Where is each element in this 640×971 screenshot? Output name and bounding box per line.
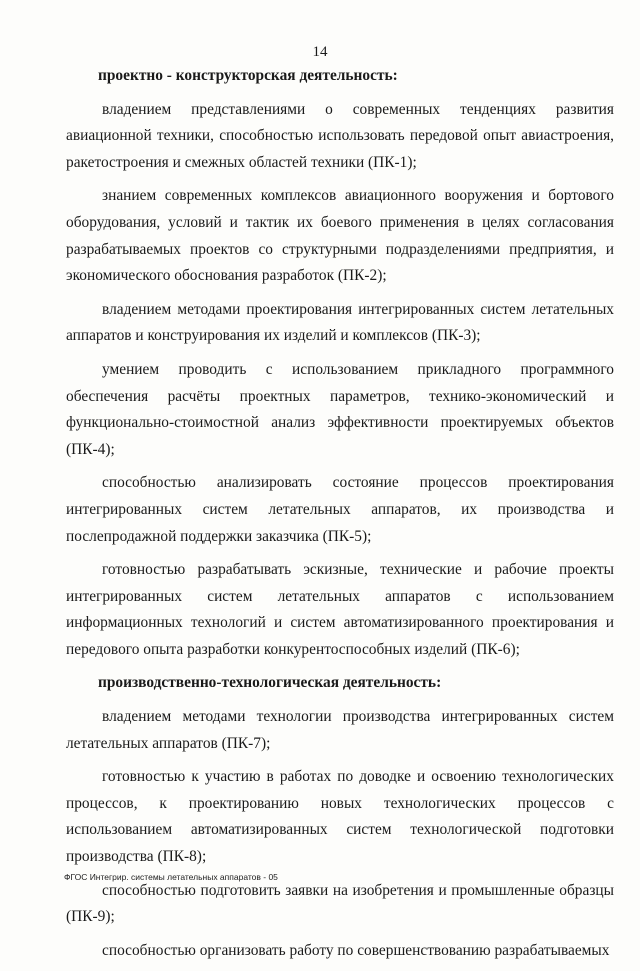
paragraph-pk5: способностью анализировать состояние процессов проектирования интегрированных систем летательных аппаратов, их производства и послепродажной поддержки заказчика (ПК-5); (66, 474, 614, 545)
document-body (66, 63, 614, 971)
section-heading-design: проектно - конструкторская деятельность: (98, 67, 398, 84)
paragraph-pk7: владением методами технологии производства интегрированных систем летательных аппаратов (ПК-7); (66, 708, 614, 752)
paragraph-pk1: владением представлениями о современных тенденциях развития авиационной техники, способностью использовать передовой опыт авиастроения, ракетостроения и смежных областей техники (ПК-1); (66, 100, 614, 171)
section-heading-production: производственно-технологическая деятельность: (98, 674, 442, 692)
page-number: 14 (312, 44, 328, 60)
paragraph-pk4: умением проводить с использованием прикладного программного обеспечения расчёты проектных параметров, технико-экономический и функционально-стоимостной анализ эффективности проектируемых объектов (ПК-4); (66, 360, 614, 458)
paragraph-pk6: готовностью разрабатывать эскизные, технические и рабочие проекты интегрированных систем летательных аппаратов с использованием информационных технологий и систем автоматизированного проектирования и передового опыта разработки конкурентоспособных изделий (ПК-6); (66, 561, 614, 658)
paragraph-pk9: способностью подготовить заявки на изобретения и промышленные образцы (ПК-9); (66, 881, 614, 926)
paragraph-pk8: готовностью к участию в работах по доводке и освоению технологических процессов, к проектированию новых технологических процессов с использованием автоматизированных систем технологической подготовки производства (ПК-8); (66, 768, 614, 866)
paragraph-pk10-start: способностью организовать работу по совершенствованию разрабатываемых (102, 941, 610, 959)
paragraph-pk3: владением методами проектирования интегрированных систем летательных аппаратов и конструирования их изделий и комплексов (ПК-3); (66, 300, 614, 345)
page-footer: ФГОС Интегрир. системы летательных аппаратов - 05 (64, 872, 278, 882)
paragraph-pk2: знанием современных комплексов авиационного вооружения и бортового оборудования, условий и тактик их боевого применения в целях согласования разрабатываемых проектов со структурными подразделениями предприятия, и экономического обоснования разработок (ПК-2); (66, 187, 614, 285)
